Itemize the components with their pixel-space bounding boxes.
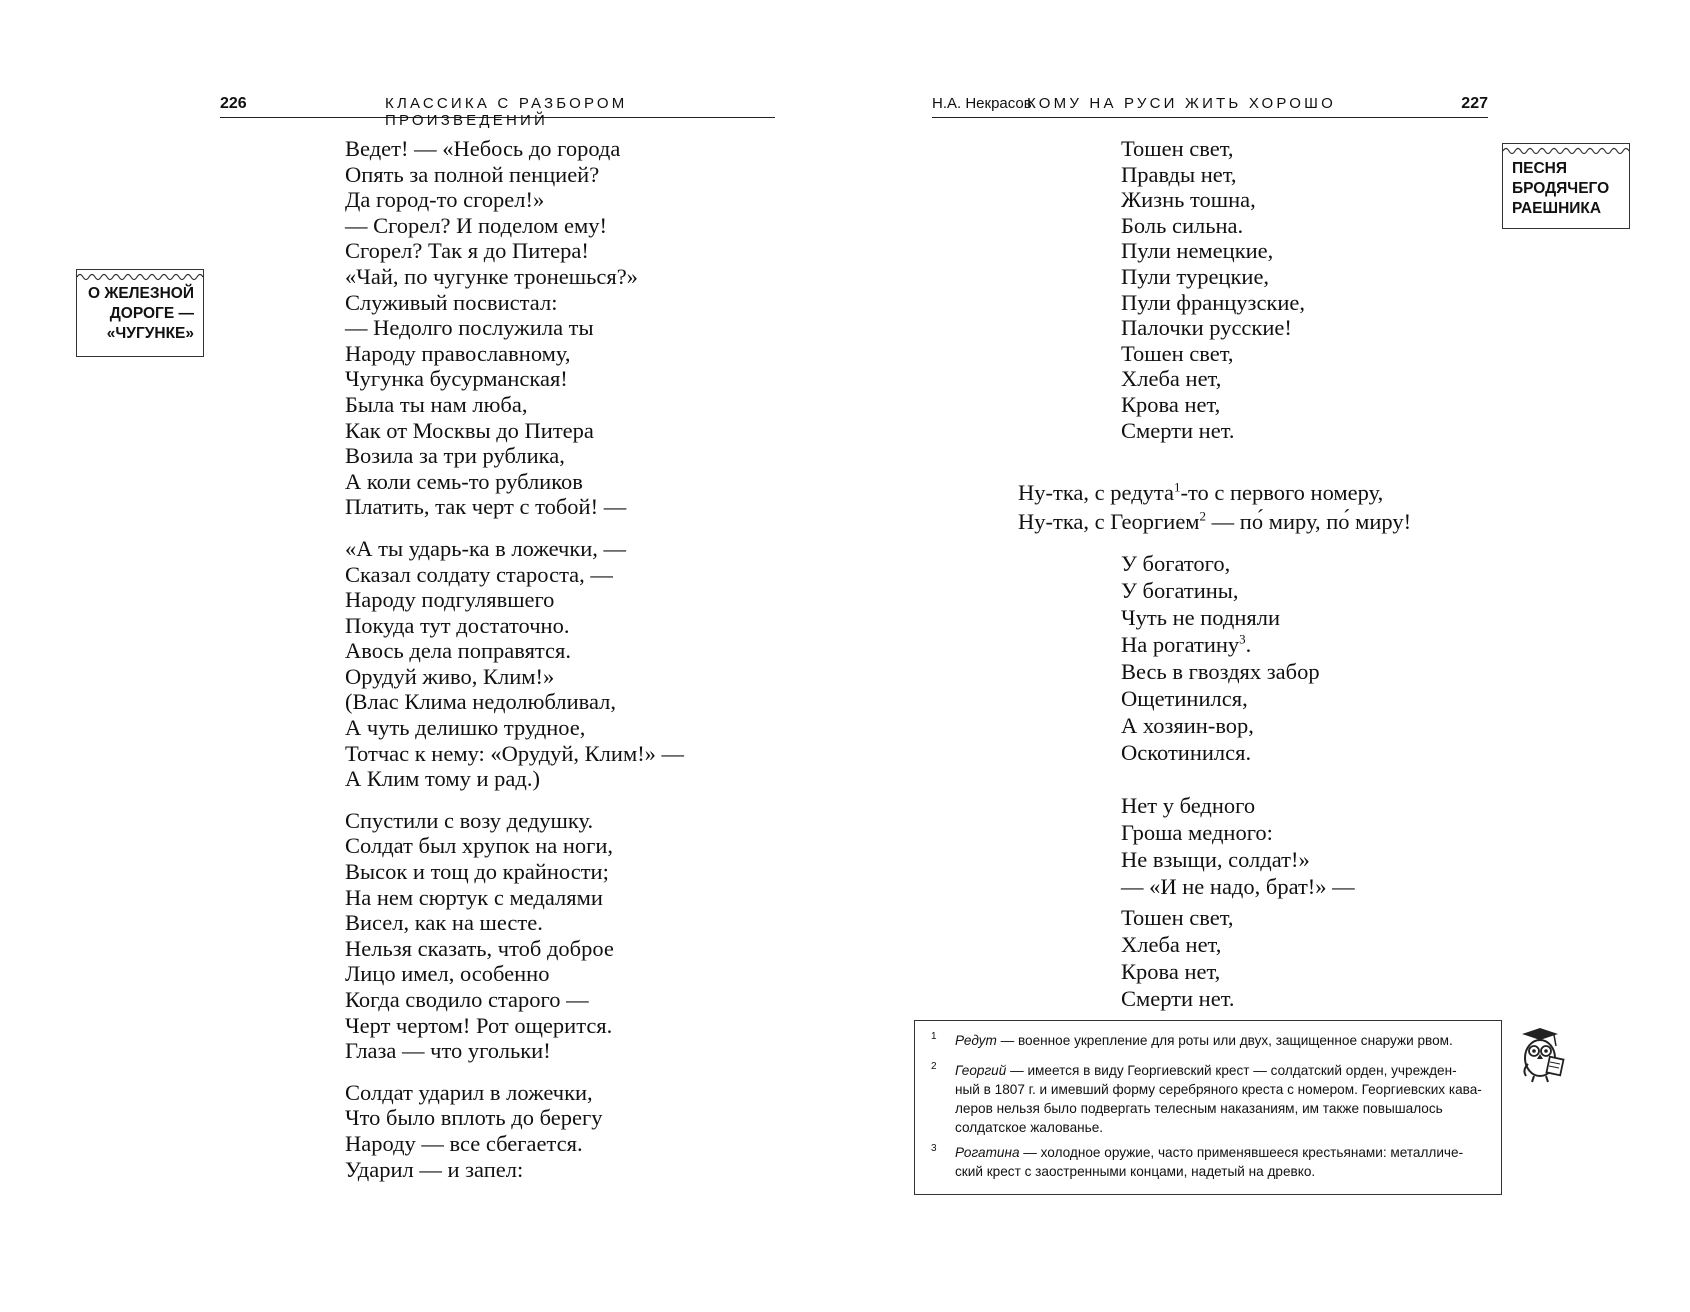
verse-line: Опять за полной пенцией? [345, 161, 600, 187]
verse-line: Высок и тощ до крайности; [345, 859, 609, 885]
right-header-title: КОМУ НА РУСИ ЖИТЬ ХОРОШО [1027, 95, 1336, 112]
verse-line: Не взыщи, солдат!» [1121, 847, 1310, 872]
refrain-text: — по́ миру, по́ миру! [1206, 509, 1412, 534]
verse-line: «Чай, по чугунке тронешься?» [345, 263, 638, 289]
verse-line: Народу подгулявшего [345, 587, 555, 613]
footnote-number: 2 [931, 1061, 937, 1072]
stanza [345, 1080, 684, 1182]
verse-line: Сказал солдату староста, — [345, 561, 613, 587]
verse-line: (Влас Клима недолюбливал, [345, 689, 616, 715]
verse-line: Народу — все сбегается. [345, 1130, 583, 1156]
verse-line: Смерти нет. [1121, 417, 1235, 443]
verse-line [1121, 631, 1320, 658]
verse-line: Пули немецкие, [1121, 238, 1274, 264]
footnotes-box [914, 1020, 1502, 1195]
margin-note-line: ПЕСНЯ [1512, 160, 1568, 177]
verse-line: Гроша медного: [1121, 820, 1273, 845]
footnote-text: ский крест с заостренными концами, надетый на древко. [955, 1164, 1316, 1179]
right-page-number: 227 [1461, 95, 1488, 112]
footnote-term: Рогатина [955, 1145, 1020, 1160]
verse-line: Черт чертом! Рот ощерится. [345, 1012, 613, 1038]
verse-line: Платить, так черт с тобой! — [345, 494, 627, 520]
verse-line: Тошен свет, [1121, 136, 1234, 161]
refrain-line-2 [1018, 507, 1411, 536]
footnote-1 [931, 1031, 1483, 1050]
footnote-2 [931, 1061, 1483, 1137]
verse-line: Народу православному, [345, 340, 571, 366]
footnote-3 [931, 1143, 1483, 1181]
verse-line: Жизнь тошна, [1121, 187, 1256, 213]
verse-line: Покуда тут достаточно. [345, 612, 570, 638]
verse-line: У богатины, [1121, 578, 1239, 603]
refrain-text: Ну-тка, с Георгием [1018, 509, 1200, 534]
right-verse-stanza-4 [1121, 904, 1234, 1012]
verse-line: Тотчас к нему: «Орудуй, Клим!» — [345, 740, 685, 766]
verse-line: Авось дела поправятся. [345, 638, 571, 664]
footnote-text: леров нельзя было подвергать телесным наказаниям, им также повышалось [955, 1101, 1443, 1116]
verse-line: Спустили с возу дедушку. [345, 807, 594, 833]
footnote-ref-3[interactable]: 3 [1239, 631, 1246, 647]
verse-line: Служивый посвистал: [345, 289, 558, 315]
verse-line: Крова нет, [1121, 959, 1221, 984]
right-verse-stanza-2 [1121, 550, 1320, 766]
verse-text: На рогатину [1121, 632, 1240, 657]
verse-line: Орудуй живо, Клим!» [345, 663, 555, 689]
verse-line: Чуть не подняли [1121, 605, 1280, 630]
verse-line: Ударил — и запел: [345, 1156, 524, 1182]
footnote-ref-1[interactable]: 1 [1174, 479, 1181, 495]
verse-line: Весь в гвоздях забор [1121, 659, 1320, 684]
verse-line: Пули французские, [1121, 289, 1306, 315]
right-running-header [932, 95, 1488, 118]
left-header-title: КЛАССИКА С РАЗБОРОМ ПРОИЗВЕДЕНИЙ [385, 95, 628, 129]
verse-line: Возила за три рублика, [345, 443, 565, 469]
verse-line: Оскотинился. [1121, 740, 1252, 765]
footnote-text: ный в 1807 г. и имевший форму серебряного креста с номером. Георгиевских кава- [955, 1082, 1482, 1097]
footnote-ref-2[interactable]: 2 [1199, 508, 1207, 524]
verse-line: Тошен свет, [1121, 905, 1234, 930]
verse-line: Солдат ударил в ложечки, [345, 1079, 593, 1105]
margin-note-line: РАЕШНИКА [1512, 200, 1602, 217]
left-running-header [220, 95, 775, 129]
verse-line: Когда сводило старого — [345, 987, 589, 1012]
verse-line: Палочки русские! [1121, 315, 1292, 341]
verse-line: Лицо имел, особенно [345, 961, 550, 987]
stanza [345, 808, 684, 1064]
refrain-line-1 [1018, 478, 1411, 507]
verse-line: Хлеба нет, [1121, 932, 1222, 957]
verse-line: Сгорел? Так я до Питера! [345, 238, 589, 264]
footnote-text: — имеется в виду Георгиевский крест — солдатский орден, учрежден- [1010, 1063, 1457, 1078]
right-verse-stanza-1 [1121, 136, 1305, 443]
verse-line: Чугунка бусурманская! [345, 366, 568, 392]
verse-line: — Недолго послужила ты [345, 315, 594, 341]
verse-line: У богатого, [1121, 551, 1231, 576]
stanza [345, 136, 684, 520]
verse-line: Тошен свет, [1121, 340, 1234, 366]
right-verse-refrain [1018, 478, 1411, 536]
right-header-author: Н.А. Некрасов [932, 95, 1032, 112]
verse-text: . [1245, 632, 1252, 657]
verse-line: Правды нет, [1121, 161, 1237, 187]
footnote-text: — холодное оружие, часто применявшееся крестьянами: металличе- [1023, 1145, 1464, 1160]
verse-line: Ощетинился, [1121, 686, 1248, 711]
verse-line: Хлеба нет, [1121, 366, 1222, 392]
verse-line: «А ты ударь-ка в ложечки, — [345, 535, 627, 561]
wavy-border-icon [1503, 144, 1629, 158]
verse-line: На нем сюртук с медалями [345, 884, 603, 910]
right-verse-stanza-3 [1121, 792, 1355, 900]
left-verse [345, 136, 684, 1198]
margin-note-line: «ЧУГУНКЕ» [106, 325, 194, 342]
owl-scholar-icon [1510, 1024, 1572, 1086]
verse-line: Висел, как на шесте. [345, 910, 543, 936]
verse-line: Пули турецкие, [1121, 263, 1270, 289]
margin-note-line: О ЖЕЛЕЗНОЙ [87, 285, 194, 302]
verse-line: А чуть делишко трудное, [345, 715, 586, 741]
margin-note-song [1502, 143, 1630, 229]
refrain-text: -то с первого номеру, [1180, 480, 1384, 505]
left-page-number: 226 [220, 95, 247, 112]
verse-line: Была ты нам люба, [345, 391, 528, 417]
wavy-border-icon [77, 270, 203, 284]
footnote-text: — военное укрепление для роты или двух, защищенное снаружи рвом. [1000, 1033, 1453, 1048]
footnote-term: Георгий [955, 1063, 1007, 1078]
margin-note-line: БРОДЯЧЕГО [1512, 180, 1610, 197]
verse-line: Смерти нет. [1121, 986, 1235, 1011]
verse-line: Да город-то сгорел!» [345, 187, 545, 213]
margin-note-line: ДОРОГЕ — [109, 305, 194, 322]
verse-line: — Сгорел? И поделом ему! [345, 212, 607, 238]
margin-note-railway [76, 269, 204, 357]
verse-line: Как от Москвы до Питера [345, 417, 594, 443]
verse-line: А Клим тому и рад.) [345, 766, 540, 792]
footnote-term: Редут [955, 1033, 997, 1048]
verse-line: — «И не надо, брат!» — [1121, 874, 1355, 899]
verse-line: Нет у бедного [1121, 793, 1256, 818]
footnote-text: солдатское жалованье. [955, 1120, 1104, 1135]
verse-line: А коли семь-то рубликов [345, 468, 583, 494]
verse-line: Крова нет, [1121, 391, 1221, 417]
stanza [345, 536, 684, 792]
refrain-text: Ну-тка, с редута [1018, 480, 1174, 505]
verse-line: Солдат был хрупок на ноги, [345, 833, 614, 859]
verse-line: А хозяин-вор, [1121, 713, 1254, 738]
verse-line: Нельзя сказать, чтоб доброе [345, 935, 614, 961]
verse-line: Что было вплоть до берегу [345, 1105, 603, 1131]
verse-line: Глаза — что угольки! [345, 1038, 551, 1064]
verse-line: Боль сильна. [1121, 212, 1244, 238]
verse-line: Ведет! — «Небось до города [345, 136, 621, 161]
footnote-number: 3 [931, 1143, 937, 1154]
footnote-number: 1 [931, 1031, 937, 1042]
